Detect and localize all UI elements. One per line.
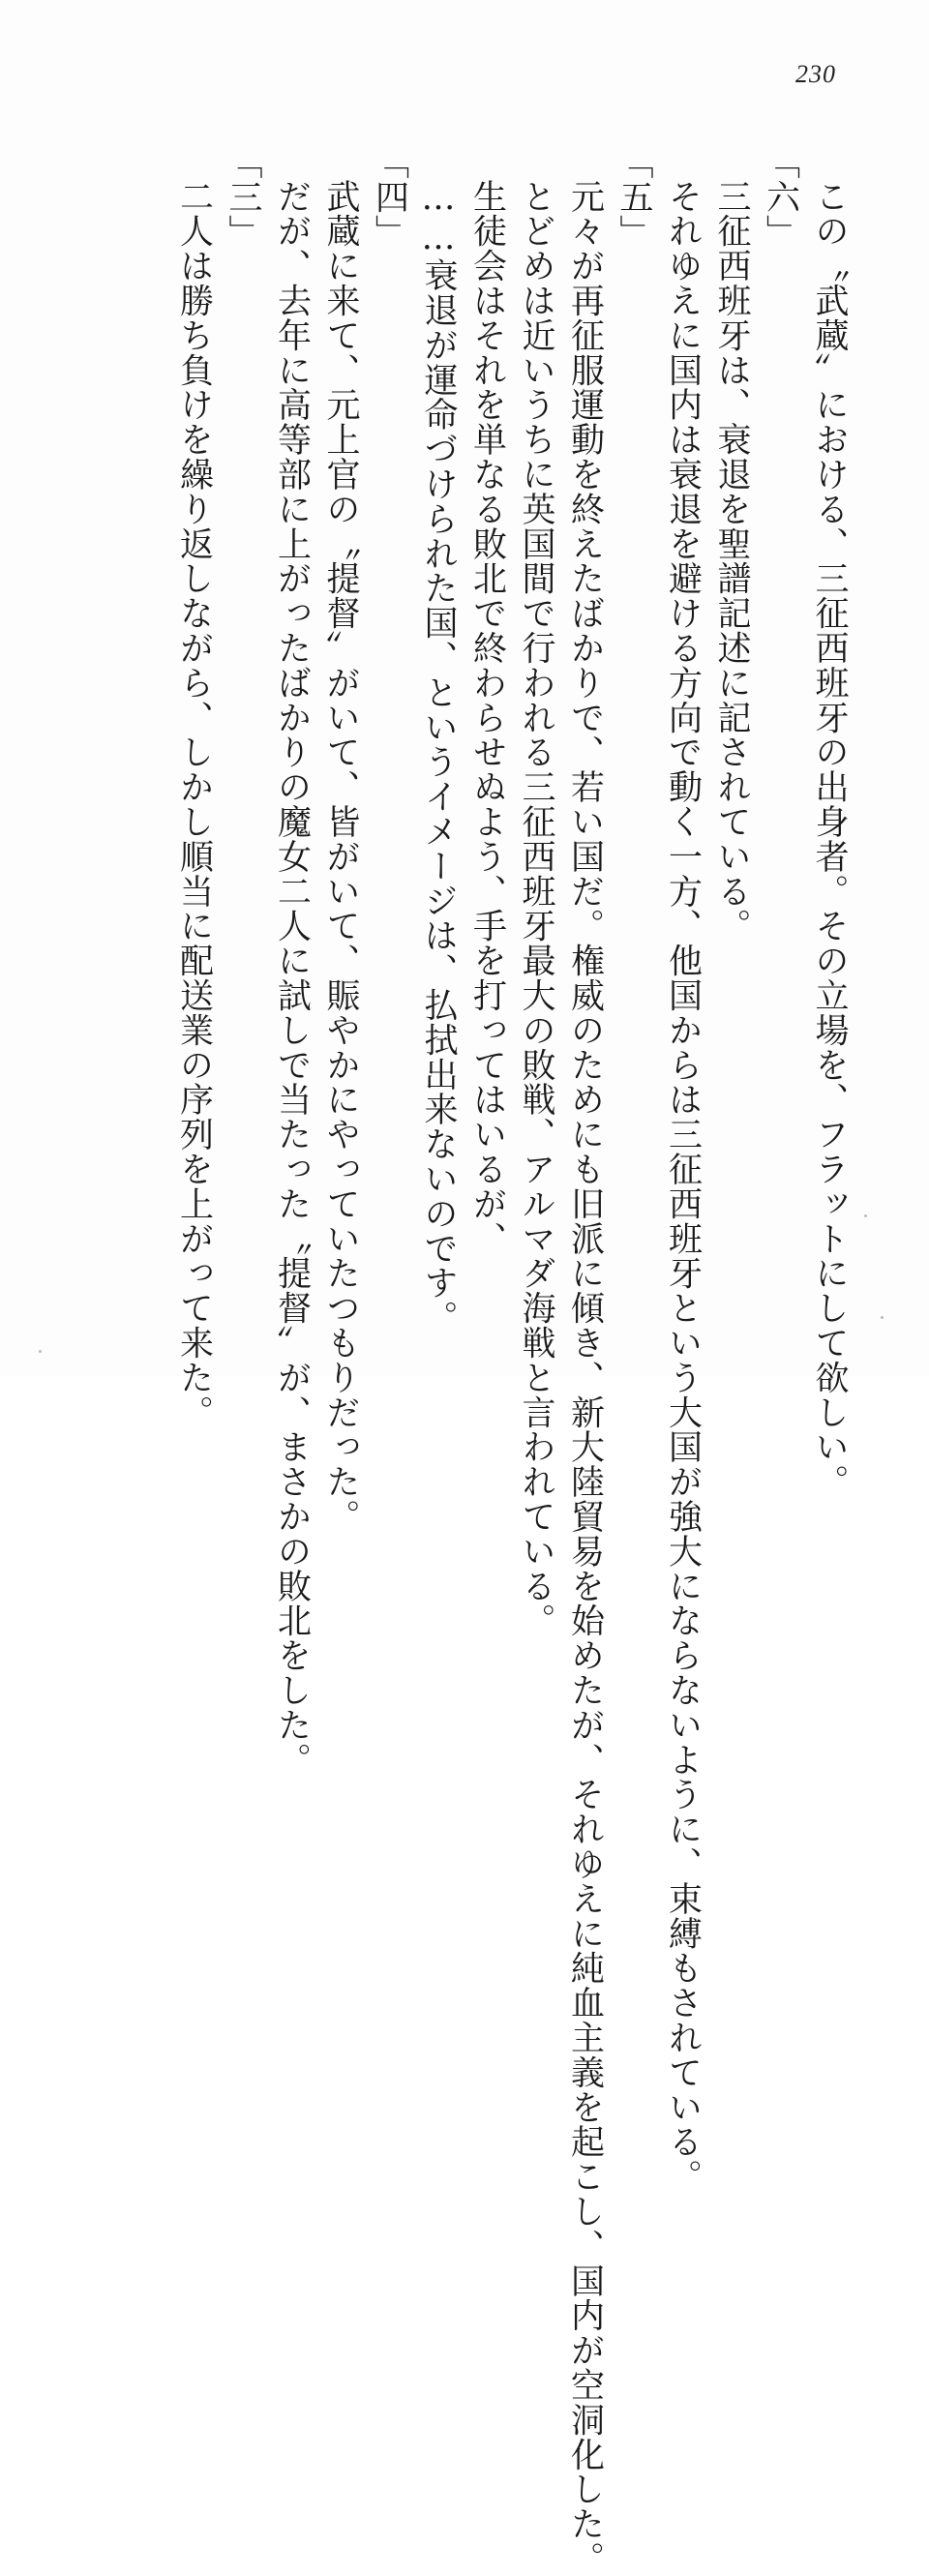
text-line-4: 元々が再征服運動を終えたばかりで、若い国だ。権威のためにも旧派に傾き、新大陸貿易を始めたが、それゆえに純血主義を起こし、国内が空洞化した。 [565,179,605,2576]
text-line-3: それゆえに国内は衰退を避ける方向で動く一方、他国からは三征西班牙という大国が強大にならないように、束縛もされている。 [663,179,703,2195]
section-heading-6: 「六」 [761,145,800,250]
section-heading-4: 「四」 [370,145,409,250]
text-line-8: 武蔵に来て、元上官の〝提督〟がいて、皆がいて、賑やかにやっていたつもりだった。 [321,179,360,1535]
scan-speck [864,1214,867,1217]
text-line-10: 二人は勝ち負けを繰り返しながら、しかし順当に配送業の序列を上がって来た。 [174,179,214,1430]
text-line-9: だが、去年に高等部に上がったばかりの魔女二人に試しで当たった〝提督〟が、まさかの敗北をした。 [272,179,312,1778]
vertical-text-block [169,145,854,2576]
text-line-1: この〝武蔵〟における、三征西班牙の出身者。その立場を、フラットにして欲しい。 [810,179,849,1500]
page-number: 230 [795,60,836,88]
text-line-6: 生徒会はそれを単なる敗北で終わらせぬよう、手を打ってはいるが、 [467,179,507,1256]
text-line-5: とどめは近いうちに英国間で行われる三征西班牙最大の敗戦、アルマダ海戦と言われている。 [517,179,555,1638]
section-heading-5: 「五」 [614,145,653,250]
text-line-2: 三征西班牙は、衰退を聖譜記述に記されている。 [712,179,751,944]
scan-speck [881,1316,884,1319]
text-line-7: ……衰退が運命づけられた国、というイメージは、払拭出来ないのです。 [419,179,458,1335]
section-heading-3: 「三」 [224,145,262,250]
scan-speck [39,1350,42,1353]
